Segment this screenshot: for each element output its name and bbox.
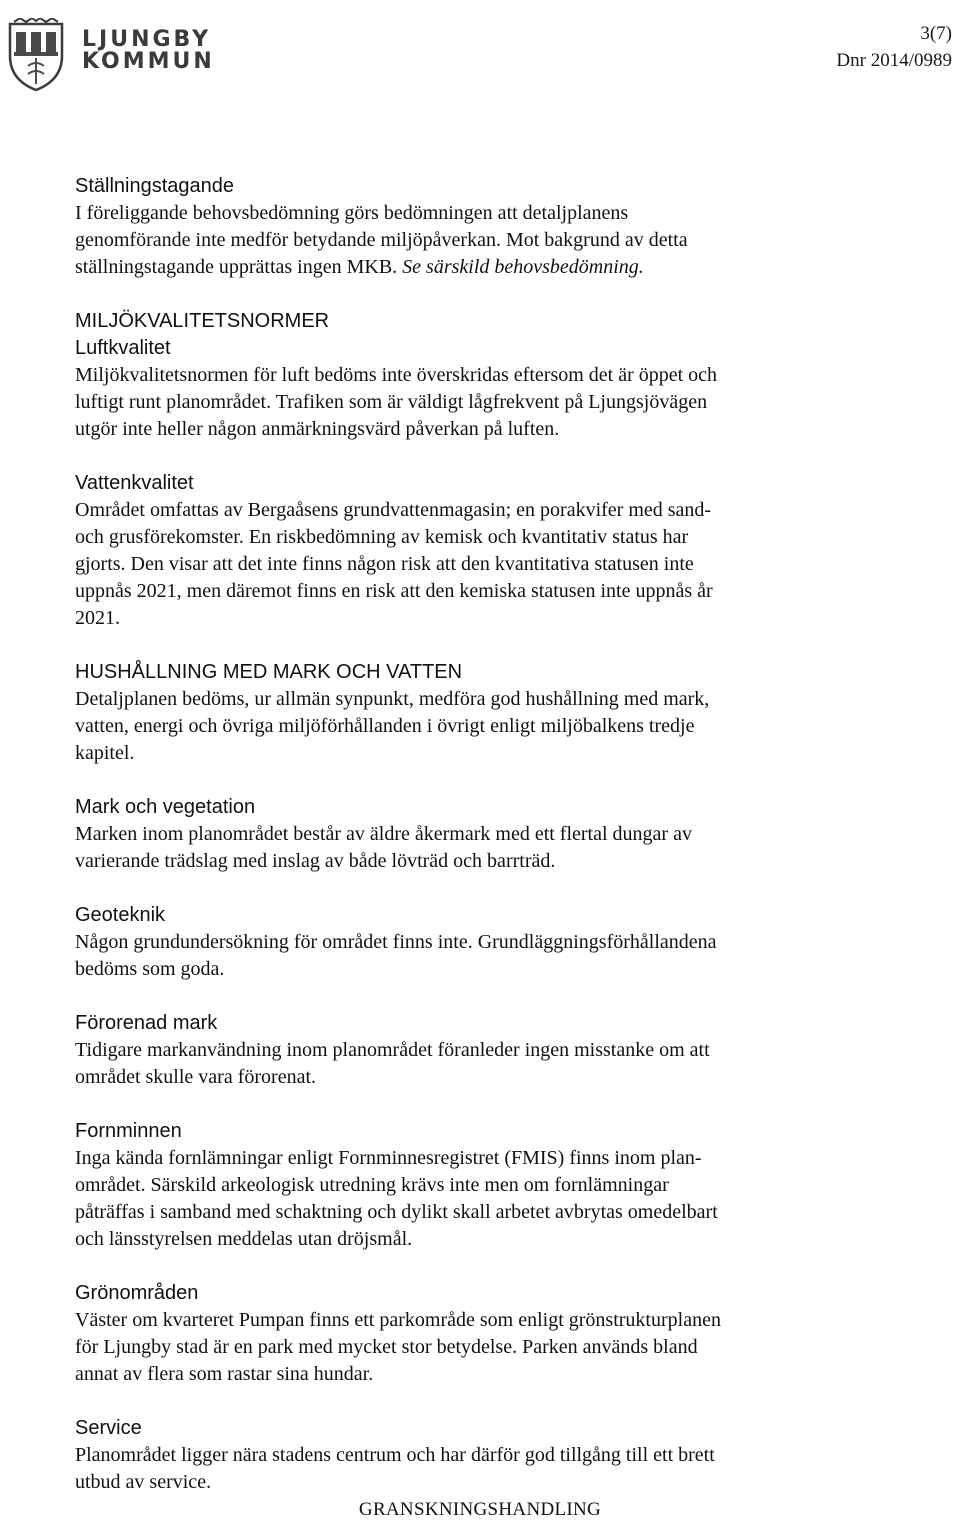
subsection-heading: Fornminnen [75,1120,182,1142]
document-status-footer: GRANSKNINGSHANDLING [358,1499,602,1520]
section-heading: MILJÖKVALITETSNORMER [75,310,330,332]
paragraph-line: 2021. [75,607,120,629]
section-vattenkvalitet [75,470,865,632]
section-fororenad-mark [75,1010,865,1091]
subsection-heading: Grönområden [75,1282,199,1304]
subsection-heading: Förorenad mark [75,1012,218,1034]
paragraph-line: Marken inom planområdet består av äldre åkermark med ett flertal dungar av [75,823,692,845]
italic-note: Se särskild behovsbedömning. [402,256,644,278]
paragraph-line: Inga kända fornlämningar enligt Fornminnesregistret (FMIS) finns inom plan- [75,1147,702,1169]
paragraph-line: bedöms som goda. [75,958,225,980]
document-body [75,173,865,1523]
subsection-heading: Vattenkvalitet [75,472,194,494]
paragraph-line: Någon grundundersökning för området finns inte. Grundläggningsförhållandena [75,931,717,953]
paragraph-line: vatten, energi och övriga miljöförhållanden i övrigt enligt miljöbalkens tredje [75,715,695,737]
subsection-heading: Luftkvalitet [75,337,171,359]
section-stallningstagande [75,173,865,281]
section-service [75,1415,865,1496]
paragraph-line: utbud av service. [75,1471,212,1493]
paragraph-line: annat av flera som rastar sina hundar. [75,1363,374,1385]
paragraph-line: genomförande inte medför betydande miljöpåverkan. Mot bakgrund av detta [75,229,688,251]
subsection-heading: Mark och vegetation [75,796,256,818]
paragraph-text: ställningstagande upprättas ingen MKB. [75,256,403,278]
subsection-heading: Service [75,1417,142,1439]
paragraph-line: Tidigare markanvändning inom planområdet föranleder ingen misstanke om att [75,1039,710,1061]
logo-text-line2: KOMMUN [82,49,215,74]
paragraph-line: Väster om kvarteret Pumpan finns ett parkområde som enligt grönstrukturplanen [75,1309,721,1331]
paragraph-line: påträffas i samband med schaktning och dylikt skall arbetet avbrytas omedelbart [75,1201,718,1223]
page-header-meta [836,20,952,74]
paragraph-line: gjorts. Den visar att det inte finns någon risk att den kvantitativa statusen inte [75,553,694,575]
paragraph-line: området. Särskild arkeologisk utredning krävs inte men om fornlämningar [75,1174,669,1196]
paragraph-line: Detaljplanen bedöms, ur allmän synpunkt, medföra god hushållning med mark, [75,688,710,710]
paragraph-line: för Ljungby stad är en park med mycket stor betydelse. Parken används bland [75,1336,698,1358]
paragraph-line: kapitel. [75,742,135,764]
paragraph-line: och länsstyrelsen meddelas utan dröjsmål. [75,1228,413,1250]
paragraph-line: Området omfattas av Bergaåsens grundvattenmagasin; en porakvifer med sand- [75,499,712,521]
section-geoteknik [75,902,865,983]
section-heading: HUSHÅLLNING MED MARK OCH VATTEN [75,661,463,683]
paragraph-line: utgör inte heller någon anmärkningsvärd påverkan på luften. [75,418,560,440]
subsection-heading: Geoteknik [75,904,166,926]
paragraph-line: området skulle vara förorenat. [75,1066,317,1088]
paragraph-line: Planområdet ligger nära stadens centrum och har därför god tillgång till ett brett [75,1444,715,1466]
paragraph-line: och grusförekomster. En riskbedömning av kemisk och kvantitativ status har [75,526,689,548]
section-miljokvalitetsnormer [75,308,865,443]
section-fornminnen [75,1118,865,1253]
document-reference: Dnr 2014/0989 [836,50,952,71]
section-mark-och-vegetation [75,794,865,875]
paragraph-line: Miljökvalitetsnormen för luft bedöms inte överskridas eftersom det är öppet och [75,364,718,386]
paragraph-line: luftigt runt planområdet. Trafiken som är väldigt lågfrekvent på Ljungsjövägen [75,391,708,413]
paragraph-line: I föreliggande behovsbedömning görs bedömningen att detaljplanens [75,202,629,224]
section-hushallning [75,659,865,767]
logo-text-line1: LJUNGBY [82,27,212,52]
municipality-logo [6,18,215,94]
page-number: 3(7) [920,23,952,44]
section-gronomraden [75,1280,865,1388]
section-heading: Ställningstagande [75,175,235,197]
paragraph-line: uppnås 2021, men däremot finns en risk att den kemiska statusen inte uppnås år [75,580,713,602]
paragraph-line: varierande trädslag med inslag av både lövträd och barrträd. [75,850,556,872]
coat-of-arms-icon [6,18,66,94]
paragraph-line [75,254,865,281]
